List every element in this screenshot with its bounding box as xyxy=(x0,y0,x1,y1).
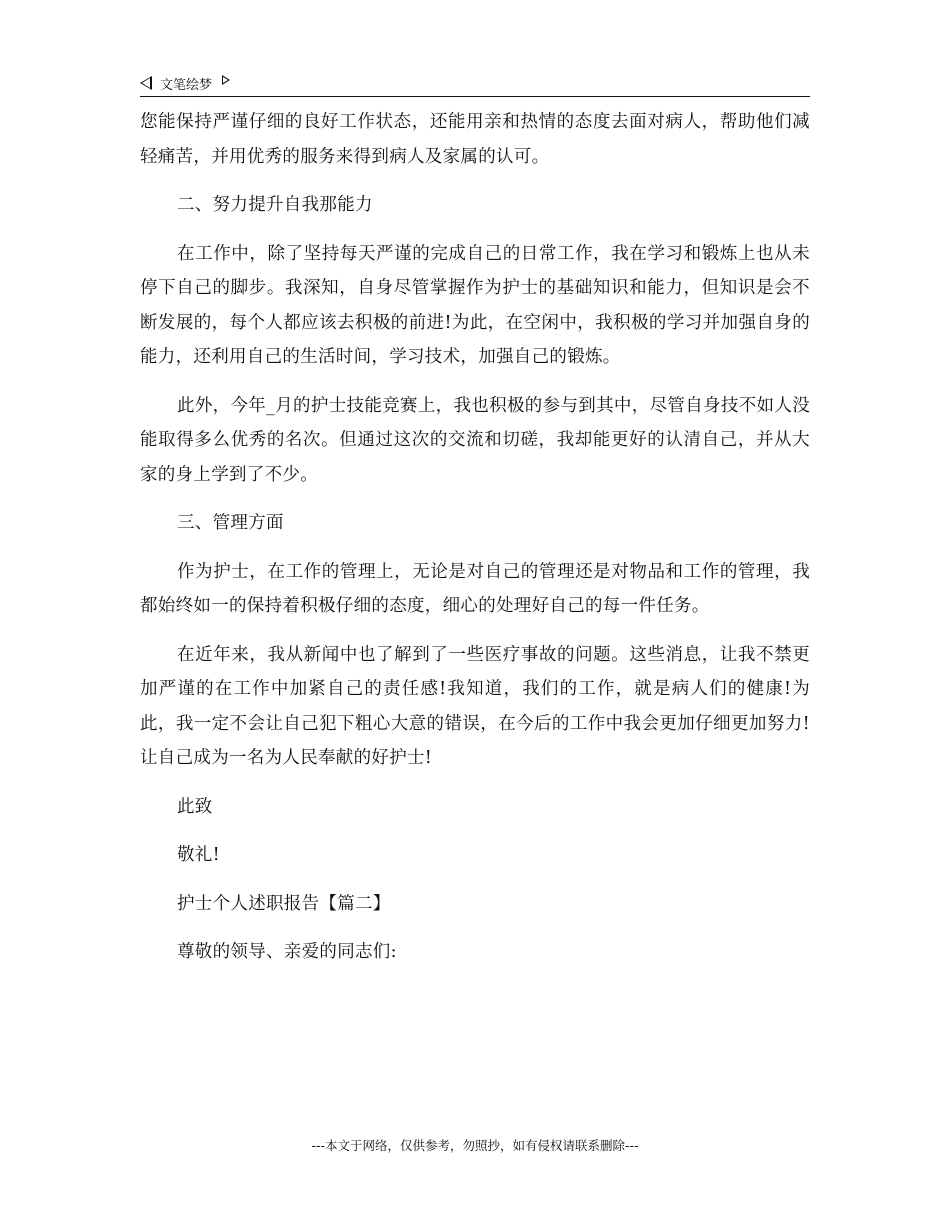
page-header xyxy=(140,72,810,94)
triangle-right-icon xyxy=(222,75,230,85)
page-footer: ---本文于网络，仅供参考，勿照抄，如有侵权请联系删除--- xyxy=(311,1138,639,1153)
paragraph: 此外，今年_月的护士技能竞赛上，我也积极的参与到其中，尽管自身技不如人没能取得多么优秀的名次。但通过这次的交流和切磋，我却能更好的认清自己，并从大家的身上学到了不少。 xyxy=(140,395,810,485)
closing-line: 敬礼! xyxy=(177,845,220,865)
header-title: 文笔绘梦 xyxy=(160,77,213,93)
closing-line: 此致 xyxy=(177,796,213,817)
salutation: 尊敬的领导、亲爱的同志们: xyxy=(177,942,397,962)
paragraph: 在工作中，除了坚持每天严谨的完成自己的日常工作，我在学习和锻炼上也从未停下自己的脚步。我深知，自身尽管掌握作为护士的基础知识和能力，但知识是会不断发展的，每个人都应该去积极的前进!为此，在空闲中，我积极的学习并加强自身的能力，还利用自己的生活时间，学习技术，加强自己的锻炼。 xyxy=(140,243,810,367)
section-heading: 三、管理方面 xyxy=(177,513,284,533)
header-divider xyxy=(140,96,810,97)
document-body xyxy=(140,105,810,984)
section-heading: 二、努力提升自我那能力 xyxy=(177,195,373,215)
paragraph: 在近年来，我从新闻中也了解到了一些医疗事故的问题。这些消息，让我不禁更加严谨的在工作中加紧自己的责任感!我知道，我们的工作，就是病人们的健康!为此，我一定不会让自己犯下粗心大意的错误，在今后的工作中我会更加仔细更加努力!让自己成为一名为人民奉献的好护士! xyxy=(140,644,810,768)
triangle-left-icon xyxy=(140,76,152,90)
paragraph: 作为护士，在工作的管理上，无论是对自己的管理还是对物品和工作的管理，我都始终如一的保持着积极仔细的态度，细心的处理好自己的每一件任务。 xyxy=(140,561,810,616)
paragraph: 您能保持严谨仔细的良好工作状态，还能用亲和热情的态度去面对病人，帮助他们减轻痛苦，并用优秀的服务来得到病人及家属的认可。 xyxy=(140,112,810,167)
report-title: 护士个人述职报告【篇二】 xyxy=(177,893,391,914)
